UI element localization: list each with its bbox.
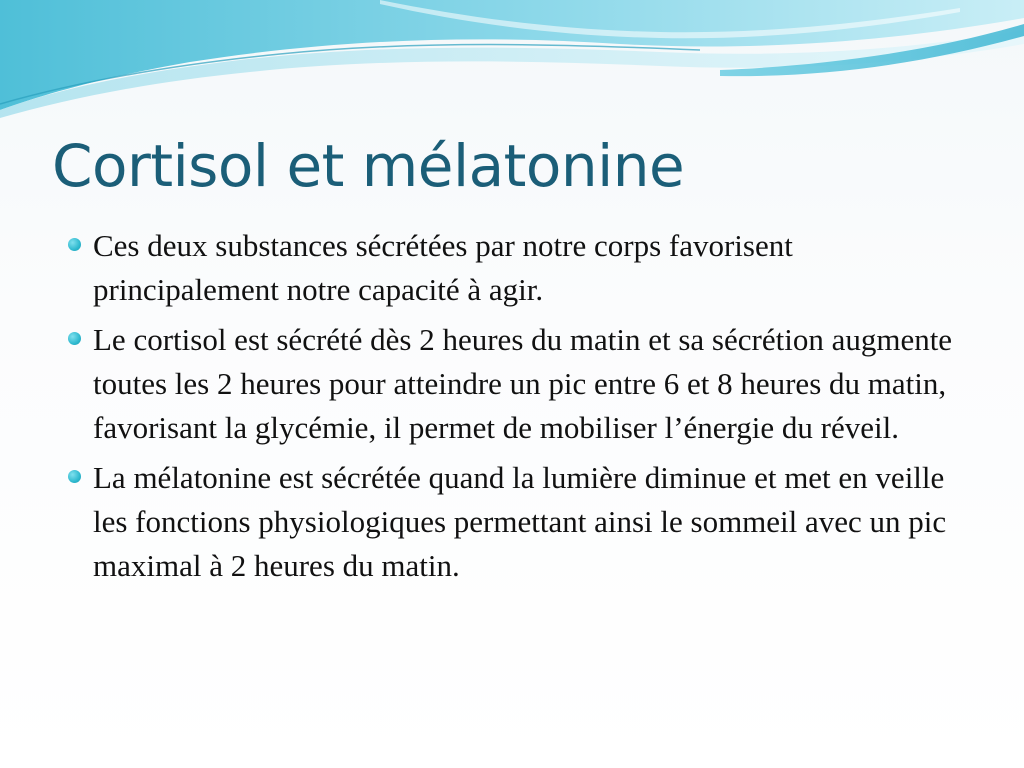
bullet-text-3: La mélatonine est sécrétée quand la lumière diminue et met en veille les fonctions physiologiques permettant ainsi le sommeil avec un pic maximal à 2 heures du matin. [93, 460, 947, 583]
bullet-item-1 [66, 224, 966, 312]
bullet-text-1: Ces deux substances sécrétées par notre corps favorisent principalement notre capacité à agir. [93, 228, 793, 307]
bullet-list [66, 224, 966, 594]
bullet-item-2 [66, 318, 966, 450]
round-bullet-icon [68, 470, 81, 483]
round-bullet-icon [68, 238, 81, 251]
header-wave-decoration [0, 0, 1024, 130]
round-bullet-icon [68, 332, 81, 345]
slide-title: Cortisol et mélatonine [52, 132, 685, 200]
bullet-text-2: Le cortisol est sécrété dès 2 heures du matin et sa sécrétion augmente toutes les 2 heures pour atteindre un pic entre 6 et 8 heures du matin, favorisant la glycémie, il permet de mobiliser l’énergie du réveil. [93, 322, 953, 445]
bullet-item-3 [66, 456, 966, 588]
